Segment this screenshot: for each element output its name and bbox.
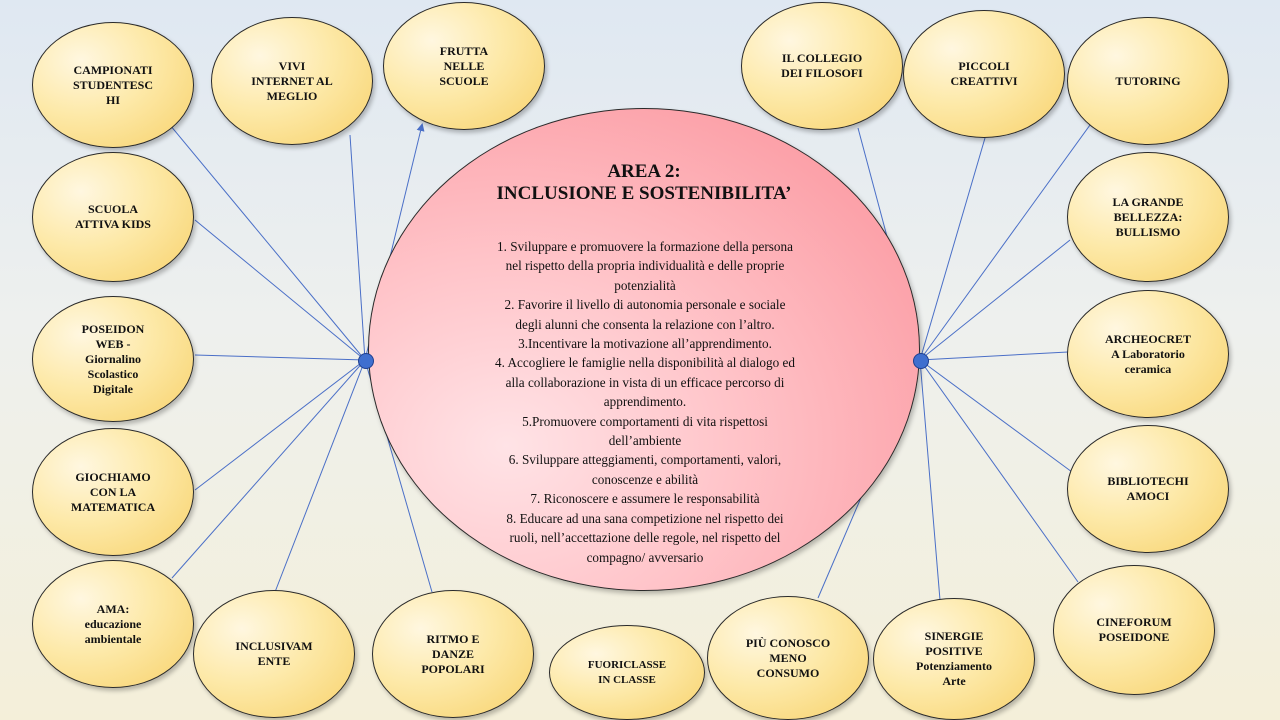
goal-item: 1. Sviluppare e promuovere la formazione della persona nel rispetto della propria individualità e delle proprie potenzialità [497,239,793,293]
bubble-sinergie-positive [873,598,1035,720]
bubble-grande-bellezza [1067,152,1229,282]
bubble-ritmo-danze [372,590,534,718]
bubble-label: AMA: educazione ambientale [84,601,142,646]
left-hub-connector [358,353,374,369]
bubble-giochiamo-matematica [32,428,194,556]
bubble-label: VIVI INTERNET AL MEGLIO [251,58,333,103]
connector-giochiamo [195,360,365,490]
goal-item: 2. Favorire il livello di autonomia personale e sociale degli alunni che consenta la relazione con l’altro. [504,297,786,332]
connector-vivi-internet [350,135,365,360]
bubble-label: SCUOLA ATTIVA KIDS [75,202,151,231]
bubble-label: LA GRANDE BELLEZZA: BULLISMO [1112,194,1184,239]
bubble-label: GIOCHIAMO CON LA MATEMATICA [70,469,156,514]
bubble-label: FUORICLASSE IN CLASSE [587,658,667,686]
bubble-label: INCLUSIVAM ENTE [235,639,313,668]
connector-poseidon-web [195,355,365,360]
connector-scuola-attiva [195,220,365,360]
connector-bibliotechiamoci [920,360,1072,472]
bubble-inclusivamente [193,590,355,718]
bubble-cineforum [1053,565,1215,695]
bubble-archeocreta [1067,290,1229,418]
bubble-label: TUTORING [1115,73,1181,88]
bubble-label: ARCHEOCRET A Laboratorio ceramica [1104,331,1191,376]
bubble-label: RITMO E DANZE POPOLARI [421,631,485,676]
goal-item: 4. Accogliere le famiglie nella disponibilità al dialogo ed alla collaborazione in vista di un efficace percorso di apprendimento. [495,355,795,410]
bubble-collegio-filosofi [741,2,903,130]
connector-cineforum [920,360,1078,582]
bubble-label: FRUTTA NELLE SCUOLE [439,43,489,88]
goals-list [457,237,833,567]
bubble-fuoriclasse [549,625,705,720]
area-title [369,161,919,205]
bubble-label: BIBLIOTECHI AMOCI [1107,474,1189,503]
bubble-piu-conosco [707,596,869,720]
connector-sinergie [920,360,940,600]
bubble-poseidon-web [32,296,194,422]
right-hub-connector [913,353,929,369]
bubble-label: SINERGIE POSITIVE Potenziamento Arte [916,629,992,688]
bubble-label: POSEIDON WEB - Giornalino Scolastico Digitale [81,321,145,396]
goal-item: 8. Educare ad una sana competizione nel rispetto dei ruoli, nell’accettazione delle regole, nel rispetto del compagno/ avversario [506,510,784,565]
bubble-label: CAMPIONATI STUDENTESC HI [72,62,154,107]
connector-ama [172,360,365,578]
bubble-label: IL COLLEGIO DEI FILOSOFI [781,51,863,80]
connector-campionati [170,125,365,360]
goal-item: 7. Riconoscere e assumere le responsabilità [530,491,760,507]
bubble-label: CINEFORUM POSEIDONE [1096,615,1172,644]
center-circle [368,108,920,591]
bubble-label: PIÙ CONOSCO MENO CONSUMO [745,635,831,680]
area-title-line1: AREA 2: [607,161,681,182]
bubble-ama [32,560,194,688]
goal-item: 6. Sviluppare atteggiamenti, comportamenti, valori, conoscenze e abilità [508,452,782,487]
bubble-scuola-attiva-kids [32,152,194,282]
bubble-piccoli-creattivi [903,10,1065,138]
bubble-bibliotechiamoci [1067,425,1229,553]
connector-inclusivamente [275,360,365,592]
goal-item: 3.Incentivare la motivazione all’apprendimento. [518,336,772,352]
bubble-vivi-internet [211,17,373,145]
bubble-label: PICCOLI CREATTIVI [950,59,1018,88]
bubble-campionati-studenteschi [32,22,194,148]
goal-item: 5.Promuovere comportamenti di vita rispettosi dell’ambiente [522,413,768,449]
bubble-tutoring [1067,17,1229,145]
connector-tutoring [920,125,1090,360]
connector-piccoli [920,138,985,360]
bubble-frutta-nelle-scuole [383,2,545,130]
area-title-line2: INCLUSIONE E SOSTENIBILITA’ [496,183,792,204]
connector-grande-bellezza [920,240,1070,360]
connector-archeocreta [920,352,1068,360]
